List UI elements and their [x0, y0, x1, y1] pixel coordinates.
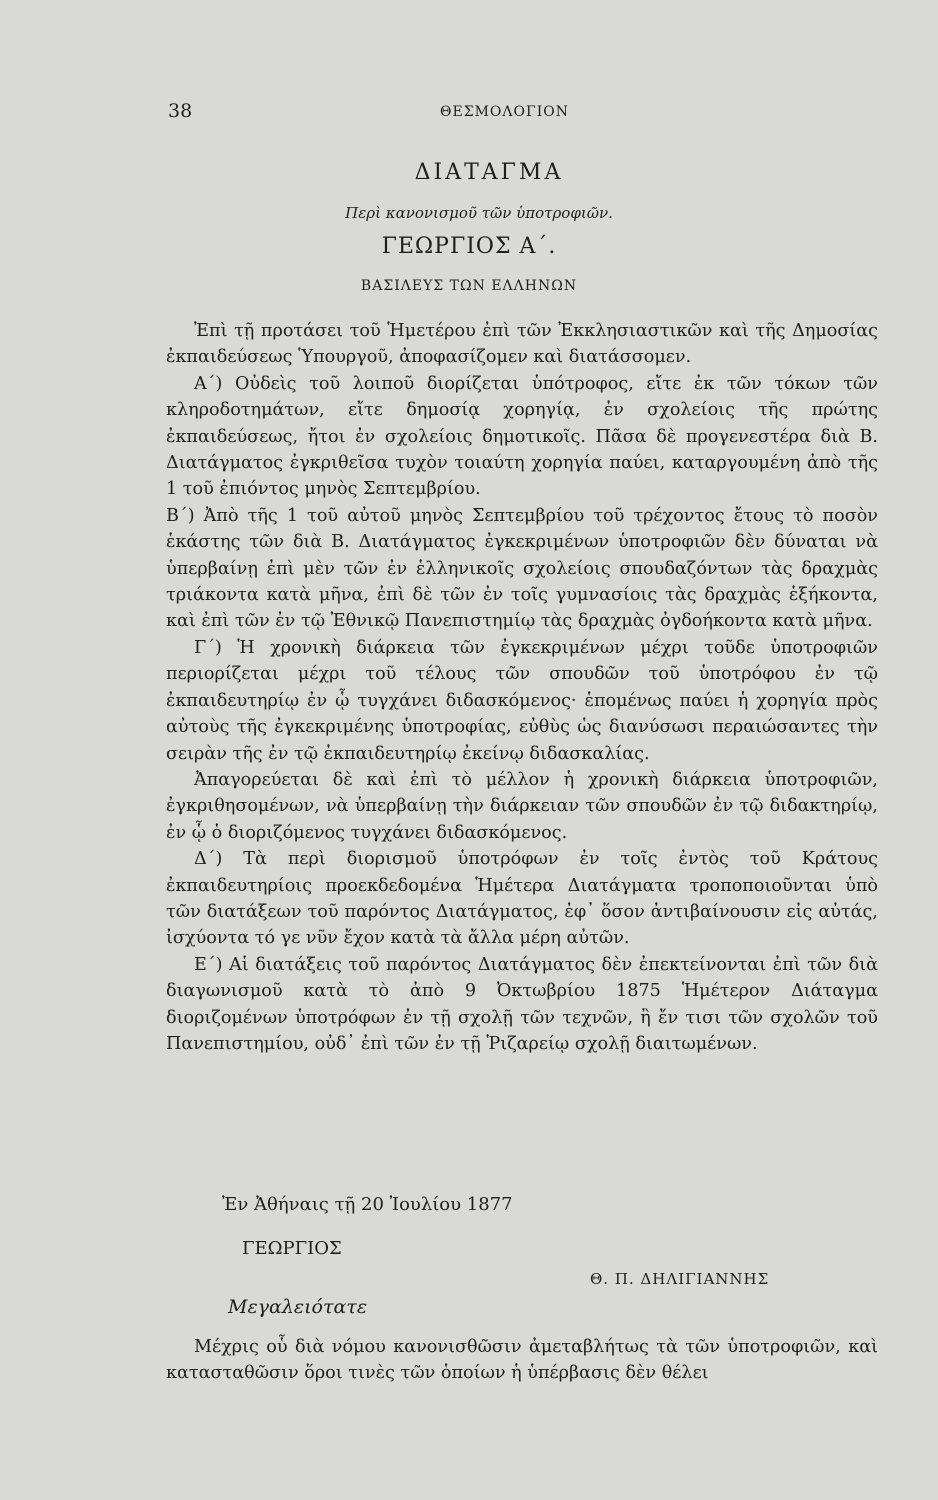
signature-king: ΓΕΩΡΓΙΟΣ [242, 1238, 342, 1259]
paragraph-article-c: Γ΄) Ἡ χρονικὴ διάρκεια τῶν ἐγκεκριμένων μέχρι τοῦδε ὑποτροφιῶν περιορίζεται μέχρι τοῦ τέλους τῶν σπουδῶν τοῦ ὑποτρόφου ἐν τῷ ἐκπαιδευτηρίῳ ἐν ᾧ τυγχάνει διδασκόμενος· ἑπομένως παύει ἡ χορηγία πρὸς αὐτοὺς τῆς ἐγκεκριμένης ὑποτροφίας, εὐθὺς ὡς διανύσωσι περαιώσαντες τὴν σειρὰν τῆς ἐν τῷ ἐκπαιδευτηρίῳ ἐκείνῳ διδασκαλίας. [166, 637, 878, 764]
king-name: ΓΕΩΡΓΙΟΣ Α΄. [381, 234, 557, 259]
document-subtitle: Περὶ κανονισμοῦ τῶν ὑποτροφιῶν. [345, 204, 613, 222]
paragraph-report: Μέχρις οὗ διὰ νόμου κανονισθῶσιν ἀμεταβλήτως τὰ τῶν ὑποτροφιῶν, καὶ κατασταθῶσιν ὅροι τινὲς τῶν ὁποίων ἡ ὑπέρβασις δὲν θέλει [166, 1337, 878, 1384]
paragraph-preamble: Ἐπὶ τῇ προτάσει τοῦ Ἡμετέρου ἐπὶ τῶν Ἐκκλησιαστικῶν καὶ τῆς Δημοσίας ἐκπαιδεύσεως Ὑπουργοῦ, ἀποφασίζομεν καὶ διατάσσομεν. [166, 321, 878, 368]
salutation: Μεγαλειότατε [228, 1296, 368, 1318]
page-number: 38 [168, 100, 193, 122]
paragraph-article-e: Ε΄) Αἱ διατάξεις τοῦ παρόντος Διατάγματος δὲν ἐπεκτείνονται ἐπὶ τῶν διὰ διαγωνισμοῦ κατὰ τὸ ἀπὸ 9 Ὀκτωβρίου 1875 Ἡμέτερον Διάταγμα διοριζομένων ὑποτρόφων ἐν τῇ σχολῇ τῶν τεχνῶν, ἢ ἔν τισι τῶν σχολῶν τοῦ Πανεπιστημίου, οὐδ᾽ ἐπὶ τῶν ἐν τῇ Ῥιζαρείῳ σχολῇ διαιτωμένων. [166, 954, 878, 1054]
paragraph-article-b: Β΄) Ἀπὸ τῆς 1 τοῦ αὐτοῦ μηνὸς Σεπτεμβρίου τοῦ τρέχοντος ἔτους τὸ ποσὸν ἑκάστης τῶν διὰ Β. Διατάγματος ἐγκεκριμένων ὑποτροφιῶν δὲν δύναται νὰ ὑπερβαίνῃ ἐπὶ μὲν τῶν ἐν ἑλληνικοῖς σχολείοις σπουδαζόντων τὰς δραχμὰς τριάκοντα κατὰ μῆνα, ἐπὶ δὲ τῶν ἐν τοῖς γυμνασίοις τὰς δραχμὰς ἑξήκοντα, καὶ ἐπὶ τῶν ἐν τῷ Ἐθνικῷ Πανεπιστημίῳ τὰς δραχμὰς ὀγδοήκοντα κατὰ μῆνα. [166, 505, 878, 632]
date-line: Ἐν Ἀθήναις τῇ 20 Ἰουλίου 1877 [222, 1194, 513, 1215]
king-title: ΒΑΣΙΛΕΥΣ ΤΩΝ ΕΛΛΗΝΩΝ [360, 278, 578, 294]
signature-minister: Θ. Π. ΔΗΛΙΓΙΑΝΝΗΣ [590, 1270, 770, 1288]
paragraph-article-a: Α΄) Οὐδεὶς τοῦ λοιποῦ διορίζεται ὑπότροφος, εἴτε ἐκ τῶν τόκων τῶν κληροδοτημάτων, εἴτε δημοσίᾳ χορηγίᾳ, ἐν σχολείοις τῆς πρώτης ἐκπαιδεύσεως, ἤτοι ἐν σχολείοις δημοτικοῖς. Πᾶσα δὲ προγενεστέρα διὰ Β. Διατάγματος ἐγκριθεῖσα τυχὸν τοιαύτη χορηγία παύει, καταργουμένη ἀπὸ τῆς 1 τοῦ ἐπιόντος μηνὸς Σεπτεμβρίου. [166, 373, 878, 500]
running-title: ΘΕΣΜΟΛΟΓΙΟΝ [440, 104, 569, 120]
paragraph-article-d: Δ΄) Τὰ περὶ διορισμοῦ ὑποτρόφων ἐν τοῖς ἐντὸς τοῦ Κράτους ἐκπαιδευτηρίοις προεκδεδομένα Ἡμέτερα Διατάγματα τροποποιοῦνται ὑπὸ τῶν διατάξεων τοῦ παρόντος Διατάγματος, ἐφ᾽ ὅσον ἀντιβαίνουσιν εἰς αὐτάς, ἰσχύοντα τό γε νῦν ἔχον κατὰ τὰ ἄλλα μέρη αὐτῶν. [166, 849, 878, 949]
document-title: ΔΙΑΤΑΓΜΑ [414, 160, 564, 185]
decree-body [166, 318, 878, 1057]
page-header [0, 100, 938, 130]
paragraph-article-c-cont: Ἀπαγορεύεται δὲ καὶ ἐπὶ τὸ μέλλον ἡ χρονικὴ διάρκεια ὑποτροφιῶν, ἐγκριθησομένων, νὰ ὑπερβαίνῃ τὴν διάρκειαν τῶν σπουδῶν ἐν τῷ διδακτηρίῳ, ἐν ᾧ ὁ διοριζόμενος τυγχάνει διδασκόμενος. [166, 769, 878, 843]
report-body [166, 1334, 878, 1387]
